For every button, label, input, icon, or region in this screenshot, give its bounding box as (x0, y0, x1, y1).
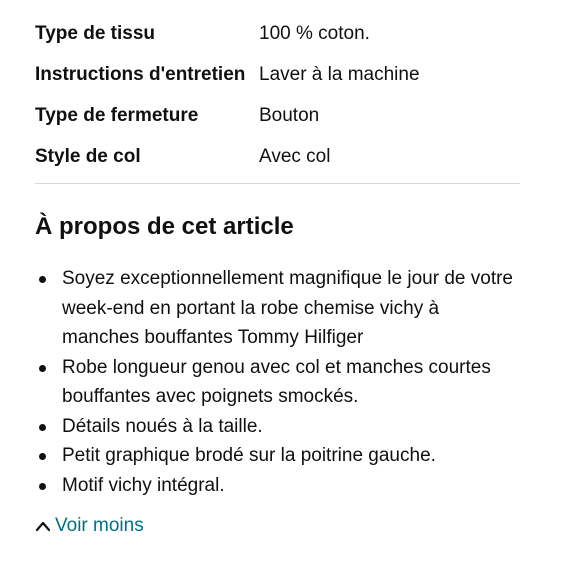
product-details (35, 0, 520, 541)
spec-row-collar-style (35, 142, 520, 172)
spec-label: Instructions d'entretien (35, 64, 246, 85)
about-section-title: À propos de cet article (35, 213, 294, 240)
bullet-text: Soyez exceptionnellement magnifique le jour de votre week-end en portant la robe chemise vichy à manches bouffantes Tommy Hilfiger (62, 268, 513, 348)
spec-row-fabric-type (35, 19, 520, 49)
spec-label: Style de col (35, 146, 141, 167)
spec-row-closure-type (35, 101, 520, 131)
bullet-dot-icon (39, 365, 46, 372)
list-item (35, 353, 520, 412)
bullet-dot-icon (39, 276, 46, 283)
chevron-up-icon (35, 519, 51, 533)
bullet-text: Détails noués à la taille. (62, 415, 263, 437)
bullet-text: Robe longueur genou avec col et manches courtes bouffantes avec poignets smockés. (62, 356, 491, 407)
spec-value: 100 % coton. (259, 23, 370, 44)
bullet-dot-icon (39, 453, 46, 460)
about-bullet-list (35, 264, 520, 500)
list-item (35, 441, 520, 471)
list-item (35, 264, 520, 353)
see-less-link[interactable] (35, 511, 520, 541)
spec-label: Type de fermeture (35, 105, 199, 126)
spec-label: Type de tissu (35, 23, 156, 44)
list-item (35, 471, 520, 501)
spec-value: Avec col (259, 146, 331, 167)
spec-value: Laver à la machine (259, 64, 420, 85)
list-item (35, 412, 520, 442)
spec-row-care-instructions (35, 60, 520, 90)
bullet-dot-icon (39, 424, 46, 431)
spec-value: Bouton (259, 105, 320, 126)
bullet-dot-icon (39, 483, 46, 490)
see-less-label[interactable]: Voir moins (55, 515, 144, 536)
bullet-text: Motif vichy intégral. (62, 474, 225, 496)
bullet-text: Petit graphique brodé sur la poitrine gauche. (62, 445, 436, 466)
section-divider (35, 183, 520, 184)
product-specs-table (35, 19, 520, 172)
